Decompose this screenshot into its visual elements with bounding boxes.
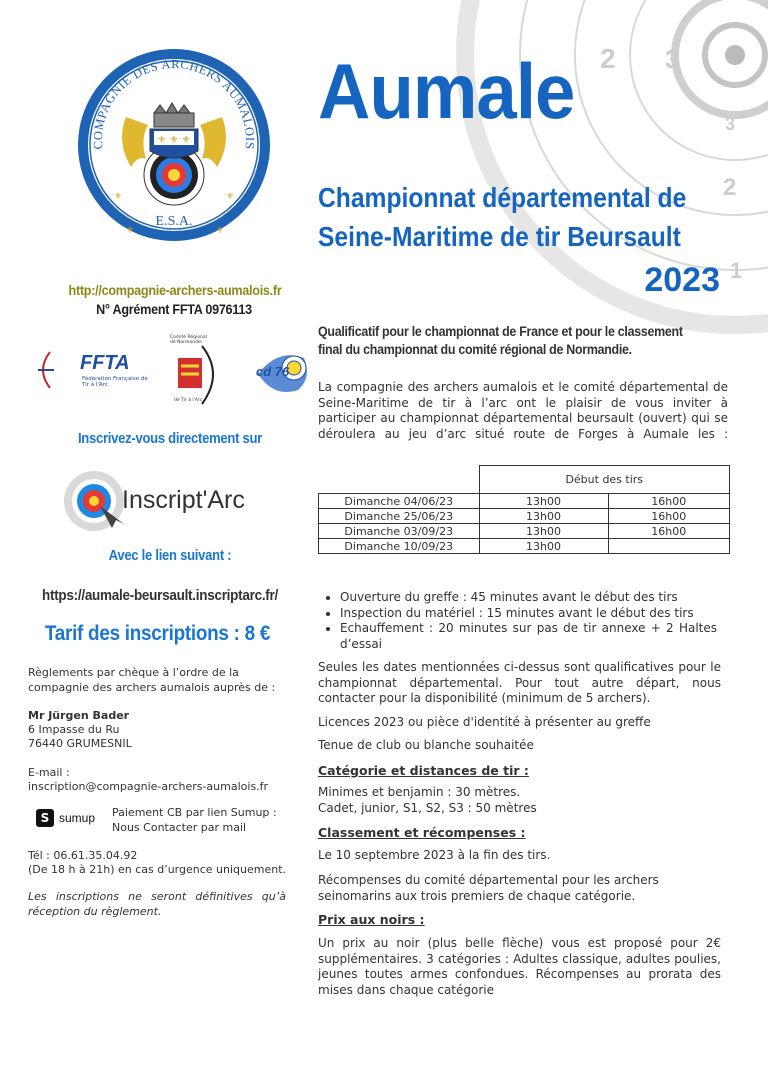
prix-text: Un prix au noir (plus belle flèche) vous est proposé pour 2€ supplémentaires. 3 catégories : Adultes classique, adultes poulies, jeunes toutes armes confondues. Récompenses au prorata des mises dans chaque catégorie bbox=[318, 936, 721, 997]
svg-text:2: 2 bbox=[600, 43, 616, 74]
inscrivez-text: Inscrivez-vous directement sur bbox=[77, 431, 263, 447]
schedule-date: Dimanche 03/09/23 bbox=[319, 524, 480, 539]
inscriptarc-logo[interactable] bbox=[60, 468, 270, 534]
contact-name: Mr Jürgen Bader bbox=[28, 709, 130, 722]
categories-line-2: Cadet, junior, S1, S2, S3 : 50 mètres bbox=[318, 801, 537, 815]
comite-subtitle: de Tir à l'Arc bbox=[174, 398, 203, 403]
tarif-heading: Tarif des inscriptions : 8 € bbox=[44, 622, 271, 645]
qualification-text: Qualificatif pour le championnat de France et pour le classement final du championnat du comité régional de Normandie. bbox=[318, 324, 683, 358]
phone-text: Tél : 06.61.35.04.92 bbox=[28, 849, 138, 862]
list-item: • Ouverture du greffe : 45 minutes avant le début des tirs bbox=[340, 590, 717, 606]
ffta-subtitle: Fédération Française de Tir à l'Arc bbox=[82, 376, 148, 389]
svg-text:⚜: ⚜ bbox=[126, 226, 135, 236]
inscriptarc-label: Inscript'Arc bbox=[122, 486, 245, 514]
ffta-label: FFTA bbox=[80, 352, 130, 374]
comite-label: Comité Régional de Normandie bbox=[170, 335, 207, 345]
table-row bbox=[319, 539, 730, 554]
schedule-time-1: 13h00 bbox=[479, 524, 608, 539]
schedule-time-2: 16h00 bbox=[608, 509, 730, 524]
schedule-time-2 bbox=[608, 539, 730, 554]
subtitle-year: 2023 bbox=[644, 261, 720, 299]
logo-ring-text: COMPAGNIE DES ARCHERS AUMALOIS bbox=[90, 57, 258, 150]
subtitle-line-1: Championnat départemental de bbox=[318, 182, 687, 213]
licences-text: Licences 2023 ou pièce d'identité à présenter au greffe bbox=[318, 715, 651, 729]
comite-normandie-logo bbox=[166, 336, 226, 410]
table-row bbox=[319, 524, 730, 539]
logo-bottom-text: E.S.A. bbox=[155, 214, 193, 229]
phone-note: (De 18 h à 21h) en cas d’urgence uniquement. bbox=[28, 863, 287, 876]
schedule-table bbox=[318, 465, 730, 554]
email-label: E-mail : bbox=[28, 766, 70, 779]
contact-address-2: 76440 GRUMESNIL bbox=[28, 737, 132, 750]
table-row bbox=[319, 509, 730, 524]
avec-lien-text: Avec le lien suivant : bbox=[108, 548, 232, 564]
schedule-date: Dimanche 04/06/23 bbox=[319, 494, 480, 509]
sumup-text: Paiement CB par lien Sumup : Nous Contacter par mail bbox=[112, 806, 277, 834]
info-bullets bbox=[322, 590, 717, 652]
classement-line-2: Récompenses du comité départemental pour les archers seinomarins aux trois premiers de chaque catégorie. bbox=[318, 873, 659, 903]
categories-heading: Catégorie et distances de tir : bbox=[318, 763, 529, 778]
svg-text:⚜: ⚜ bbox=[114, 192, 123, 202]
tenue-text: Tenue de club ou blanche souhaitée bbox=[318, 738, 534, 752]
subtitle-line-2: Seine-Maritime de tir Beursault bbox=[318, 221, 681, 252]
inscriptarc-link[interactable]: https://aumale-beursault.inscriptarc.fr/ bbox=[41, 587, 278, 604]
agrement-text: N° Agrément FFTA 0976113 bbox=[96, 301, 252, 317]
svg-text:⚜: ⚜ bbox=[216, 226, 225, 236]
schedule-time-1: 13h00 bbox=[479, 494, 608, 509]
svg-text:⚜: ⚜ bbox=[226, 192, 235, 202]
schedule-time-2: 16h00 bbox=[608, 494, 730, 509]
svg-text:1: 1 bbox=[730, 258, 743, 283]
classement-line-1: Le 10 septembre 2023 à la fin des tirs. bbox=[318, 848, 551, 862]
email-link[interactable]: inscription@compagnie-archers-aumalois.fr bbox=[28, 780, 269, 793]
sumup-label: sumup bbox=[59, 811, 96, 825]
prix-heading: Prix aux noirs : bbox=[318, 912, 425, 927]
final-note: Les inscriptions ne seront définitives qu’à réception du règlement. bbox=[28, 890, 286, 918]
schedule-time-2: 16h00 bbox=[608, 524, 730, 539]
schedule-time-1: 13h00 bbox=[479, 539, 608, 554]
svg-text:⚜ ⚜ ⚜: ⚜ ⚜ ⚜ bbox=[157, 135, 191, 146]
ffta-logo bbox=[36, 350, 156, 394]
cd76-label: cd 76 bbox=[256, 364, 290, 379]
list-item: • Inspection du matériel : 15 minutes avant le début des tirs bbox=[340, 606, 717, 622]
schedule-header: Début des tirs bbox=[479, 466, 730, 494]
page-title: Aumale bbox=[318, 47, 575, 135]
svg-text:2: 2 bbox=[723, 174, 737, 201]
reglements-text: Règlements par chèque à l’ordre de la compagnie des archers aumalois auprès de : bbox=[28, 666, 276, 694]
schedule-time-1: 13h00 bbox=[479, 509, 608, 524]
sumup-logo bbox=[36, 808, 106, 830]
cd76-logo bbox=[248, 344, 312, 400]
classement-heading: Classement et récompenses : bbox=[318, 825, 526, 840]
partner-logos bbox=[36, 336, 316, 412]
table-row bbox=[319, 494, 730, 509]
categories-line-1: Minimes et benjamin : 30 mètres. bbox=[318, 785, 521, 799]
club-logo bbox=[76, 47, 272, 243]
club-website-link[interactable]: http://compagnie-archers-aumalois.fr bbox=[68, 282, 282, 298]
svg-text:3: 3 bbox=[665, 44, 680, 74]
schedule-date: Dimanche 25/06/23 bbox=[319, 509, 480, 524]
schedule-date: Dimanche 10/09/23 bbox=[319, 539, 480, 554]
sumup-icon: S bbox=[36, 809, 54, 827]
dates-note: Seules les dates mentionnées ci-dessus sont qualificatives pour le championnat départemental. Pour tout autre départ, nous contacter pour la disponibilité (minimum de 5 archers). bbox=[318, 660, 721, 706]
svg-text:3: 3 bbox=[725, 114, 736, 134]
contact-address-1: 6 Impasse du Ru bbox=[28, 723, 120, 736]
intro-paragraph: La compagnie des archers aumalois et le comité départemental de Seine-Maritime de tir à l’arc ont le plaisir de vous inviter à participer au championnat départemental beursault (ouvert) qui se déroulera au jeu d’arc situé route de Forges à Aumale les : bbox=[318, 380, 728, 441]
list-item: • Echauffement : 20 minutes sur pas de tir annexe + 2 Haltes d’essai bbox=[340, 621, 717, 652]
